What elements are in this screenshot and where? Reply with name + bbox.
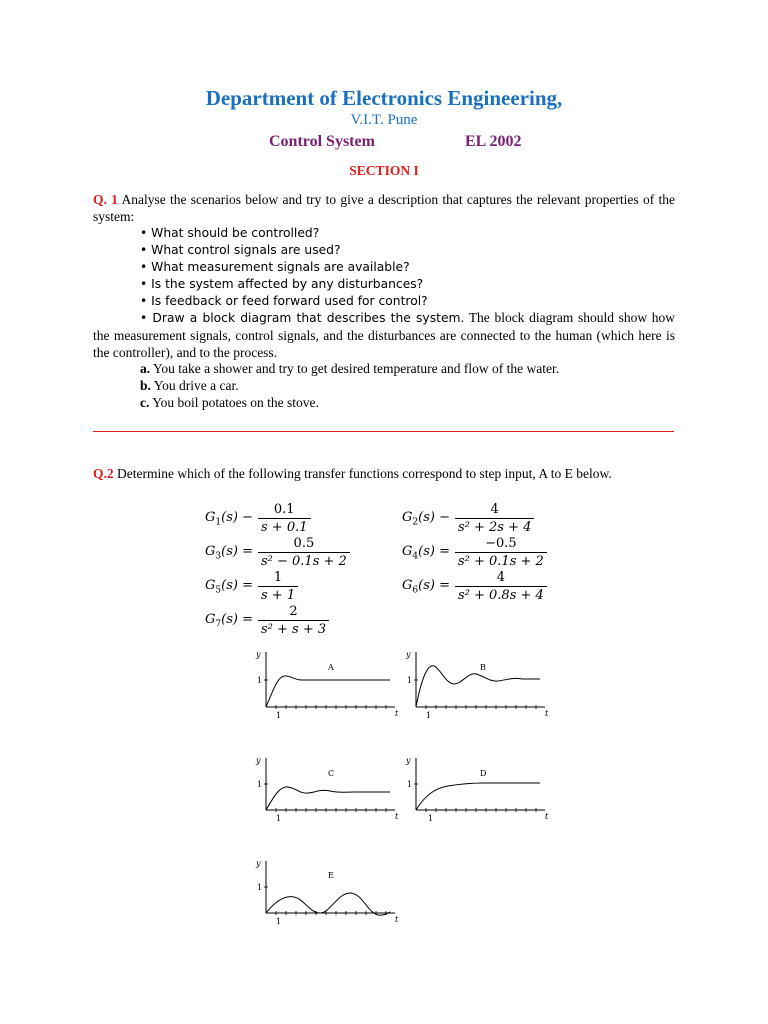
x-tick-label: 1 xyxy=(276,814,282,823)
section-heading: SECTION I xyxy=(349,163,419,178)
plot-label: C xyxy=(328,769,335,778)
question-1-text: Analyse the scenarios below and try to give a description that captures the relevant properties of the system: xyxy=(93,192,675,224)
course-name: Control System xyxy=(269,133,375,150)
y-axis-label: y xyxy=(256,756,261,765)
x-axis-label: t xyxy=(395,915,399,924)
plot-axes xyxy=(266,861,395,913)
plot-axes xyxy=(266,758,395,810)
y-tick-label: 1 xyxy=(407,780,413,789)
section-divider xyxy=(93,431,674,432)
institute-name: V.I.T. Pune xyxy=(350,112,418,128)
step-plot-c xyxy=(252,752,402,832)
step-plot-b xyxy=(402,646,552,726)
step-plot-a xyxy=(252,646,402,726)
y-tick-label: 1 xyxy=(257,780,263,789)
step-plot-d xyxy=(402,752,552,832)
x-axis-label: t xyxy=(395,709,399,718)
bullet-item: • What measurement signals are available? xyxy=(140,260,410,274)
scenario-item: c. You boil potatoes on the stove. xyxy=(140,395,319,410)
step-plot-e xyxy=(252,855,402,935)
question-1-block-diagram-item xyxy=(93,309,675,361)
y-tick-label: 1 xyxy=(257,676,263,685)
x-axis-label: t xyxy=(545,709,549,718)
question-1-scenarios xyxy=(140,360,559,411)
bullet-item: • Draw a block diagram that describes the system. xyxy=(140,311,465,325)
course-code: EL 2002 xyxy=(465,133,522,150)
department-title: Department of Electronics Engineering, xyxy=(205,86,563,110)
transfer-function-g4: $G_4(s)$ = $\frac{-0.5}{\text{s² + 0.1s + 2}}$ xyxy=(402,536,547,569)
response-curve xyxy=(416,666,540,707)
transfer-function-g7: $G_7(s)$ = $\frac{2}{\text{s² + s + 3}}$ xyxy=(205,604,329,637)
x-tick-label: 1 xyxy=(276,711,282,720)
transfer-function-g5: $G_5(s)$ = $\frac{1}{s + 1}$ xyxy=(205,570,298,603)
question-2-number: Q.2 xyxy=(93,466,114,481)
bullet-item: • Is the system affected by any disturbances? xyxy=(140,277,424,291)
response-curve xyxy=(266,787,390,810)
scenario-item: a. You take a shower and try to get desired temperature and flow of the water. xyxy=(140,361,560,376)
y-axis-label: y xyxy=(406,756,411,765)
x-axis-label: t xyxy=(545,812,549,821)
question-2-text: Determine which of the following transfer functions correspond to step input, A to E below. xyxy=(117,466,612,481)
y-axis-label: y xyxy=(256,650,261,659)
scenario-item: b. You drive a car. xyxy=(140,378,239,393)
bullet-item: • Is feedback or feed forward used for control? xyxy=(140,294,428,308)
transfer-function-g1: $G_1(s)$ − $\frac{0.1}{s + 0.1}$ xyxy=(205,502,311,535)
y-tick-label: 1 xyxy=(257,883,263,892)
transfer-function-g6: $G_6(s)$ = $\frac{4}{\text{s² + 0.8s + 4}}$ xyxy=(402,570,547,603)
transfer-function-g3: $G_3(s)$ = $\frac{0.5}{\text{s² − 0.1s + 2}}$ xyxy=(205,536,350,569)
x-tick-label: 1 xyxy=(426,711,432,720)
y-tick-label: 1 xyxy=(407,676,413,685)
transfer-function-g2: $G_2(s)$ − $\frac{4}{\text{s² + 2s + 4}}$ xyxy=(402,502,534,535)
plot-label: B xyxy=(480,663,486,672)
response-curve xyxy=(266,893,390,915)
plot-label: E xyxy=(328,871,334,880)
question-1-intro xyxy=(93,191,675,225)
x-tick-label: 1 xyxy=(428,814,434,823)
question-2-intro xyxy=(93,465,675,482)
y-axis-label: y xyxy=(256,859,261,868)
plot-axes xyxy=(416,758,545,810)
y-axis-label: y xyxy=(406,650,411,659)
x-tick-label: 1 xyxy=(276,917,282,926)
bullet-continuation: The block diagram should show how the measurement signals, control signals, and the disturbances are connected to the human (which here is the controller), and to the process. xyxy=(93,310,676,360)
plot-label: A xyxy=(328,663,334,672)
question-1-bullets xyxy=(140,225,428,310)
plot-label: D xyxy=(480,769,487,778)
x-axis-label: t xyxy=(395,812,399,821)
response-curve xyxy=(266,676,390,707)
response-curve xyxy=(416,783,540,810)
question-1-number: Q. 1 xyxy=(93,192,118,207)
bullet-item: • What should be controlled? xyxy=(140,226,320,240)
bullet-item: • What control signals are used? xyxy=(140,243,341,257)
